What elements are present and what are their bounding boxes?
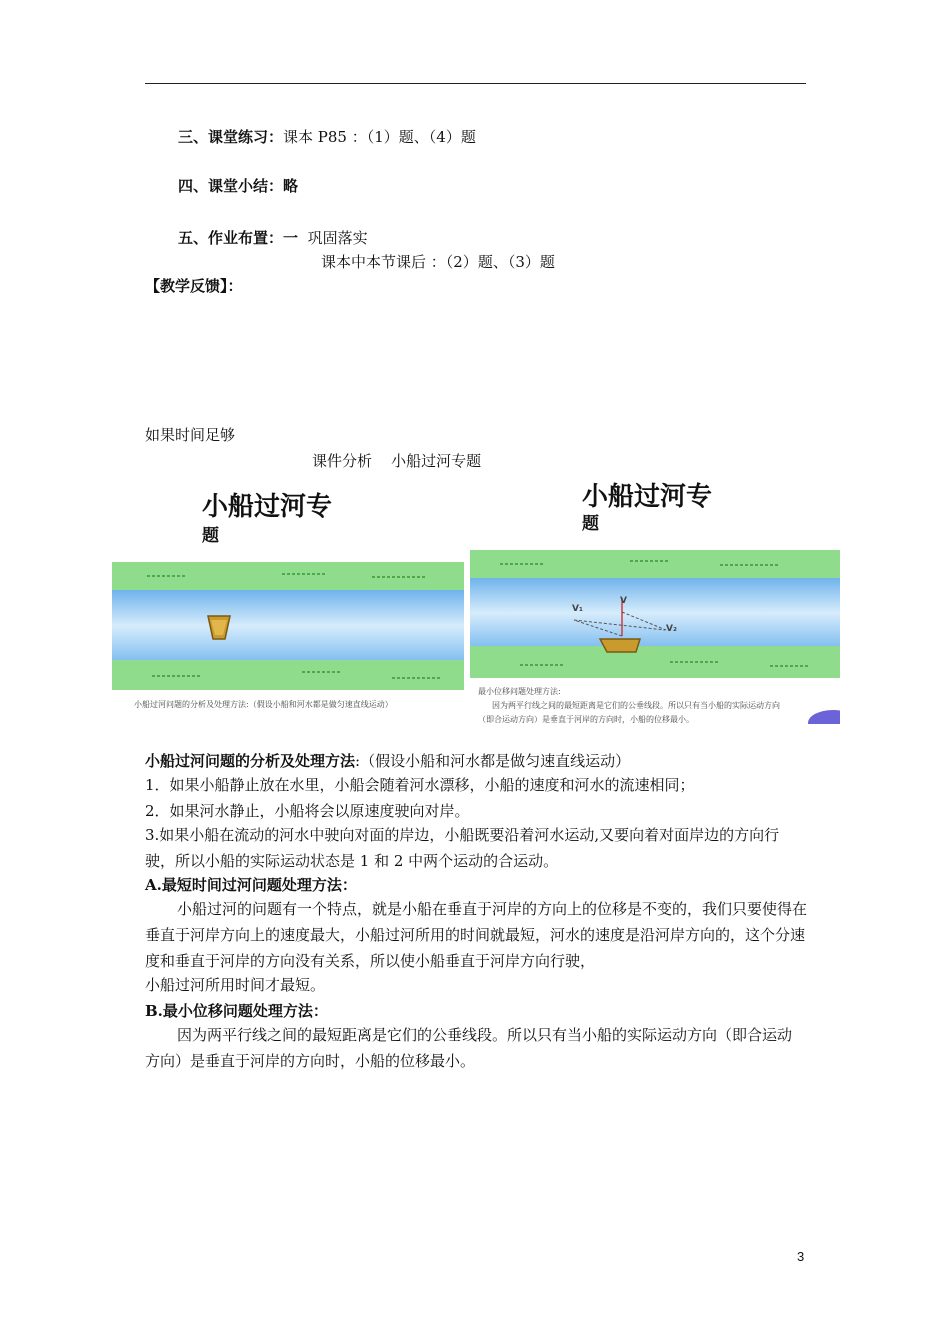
practice-label: 三、课堂练习：: [178, 128, 284, 146]
homework-line: [178, 227, 368, 249]
label-v2: V₂: [666, 624, 677, 634]
homework-dash: 一: [283, 229, 299, 247]
summary-label: 四、课堂小结：: [178, 177, 284, 195]
homework-line2: 课本中本节课后 ：（2）题、（3）题: [321, 253, 555, 271]
label-v: V: [620, 596, 627, 606]
page-number: 3: [797, 1249, 805, 1264]
analysis-heading: [145, 750, 630, 772]
feedback-heading: 【教学反馈】：: [145, 277, 243, 295]
b-heading: B.最小位移问题处理方法：: [145, 1002, 328, 1020]
summary-text: 略: [283, 177, 299, 195]
analysis-heading-bold: 小船过河问题的分析及处理方法: [145, 752, 356, 770]
practice-line: [178, 126, 476, 148]
river-illustration-right: [470, 550, 840, 678]
slide-left-caption: 小船过河问题的分析及处理方法:（假设小船和河水都是做匀速直线运动）: [134, 700, 393, 709]
slide-right-title-line1: 小船过河专: [582, 482, 713, 512]
slide-right-caption-3: （即合运动方向）是垂直于河岸的方向时，小船的位移最小。: [478, 715, 694, 724]
item-1: 1．如果小船静止放在水里，小船会随着河水漂移，小船的速度和河水的流速相同；: [145, 776, 695, 794]
slide-right-caption-1: 最小位移问题处理方法:: [478, 687, 561, 696]
homework-label: 五、作业布置：: [178, 229, 284, 247]
slide-left-title-line1: 小船过河专: [202, 492, 333, 522]
item-2: 2．如果河水静止，小船将会以原速度驶向对岸。: [145, 802, 470, 820]
slide-right-caption-2: 因为两平行线之间的最短距离是它们的公垂线段。所以只有当小船的实际运动方向: [492, 701, 780, 710]
b-text: 因为两平行线之间的最短距离是它们的公垂线段。所以只有当小船的实际运动方向（即合运动方向）是垂直于河岸的方向时，小船的位移最小。: [145, 1026, 793, 1070]
slide-left-title-line2: 题: [202, 526, 219, 546]
summary-line: [178, 175, 298, 197]
slide-left: [112, 482, 464, 714]
if-time-text: 如果时间足够: [145, 426, 236, 444]
a-text: 小船过河的问题有一个特点，就是小船在垂直于河岸的方向上的位移是不变的，我们只要使得在垂直于河岸方向上的速度最大，小船过河所用的时间就最短，河水的速度是沿河岸方向的，这个分速度和垂直于河岸的方向没有关系，所以使小船垂直于河岸方向行驶，: [145, 900, 808, 970]
river-illustration-left: [112, 562, 464, 690]
practice-text: 课本 P85 ：（1）题、（4）题: [283, 128, 476, 146]
slide-right-title-line2: 题: [582, 514, 599, 534]
analysis-heading-rest: :（假设小船和河水都是做匀速直线运动）: [355, 752, 631, 770]
homework-line1: 巩固落实: [307, 229, 368, 247]
courseware-title: 课件分析 小船过河专题: [312, 452, 482, 470]
header-rule: [145, 83, 806, 84]
slide-right: [470, 478, 840, 724]
a-heading: A.最短时间过河问题处理方法：: [145, 876, 357, 894]
label-v1: V₁: [572, 604, 583, 614]
item-3: 3.如果小船在流动的河水中驶向对面的岸边，小船既要沿着河水运动,又要向着对面岸边的方向行驶，所以小船的实际运动状态是 1 和 2 中两个运动的合运动。: [145, 826, 780, 870]
decorative-ellipse: [808, 710, 840, 724]
a-text-end: 小船过河所用时间才最短。: [145, 976, 326, 994]
boat-icon: [600, 639, 640, 652]
